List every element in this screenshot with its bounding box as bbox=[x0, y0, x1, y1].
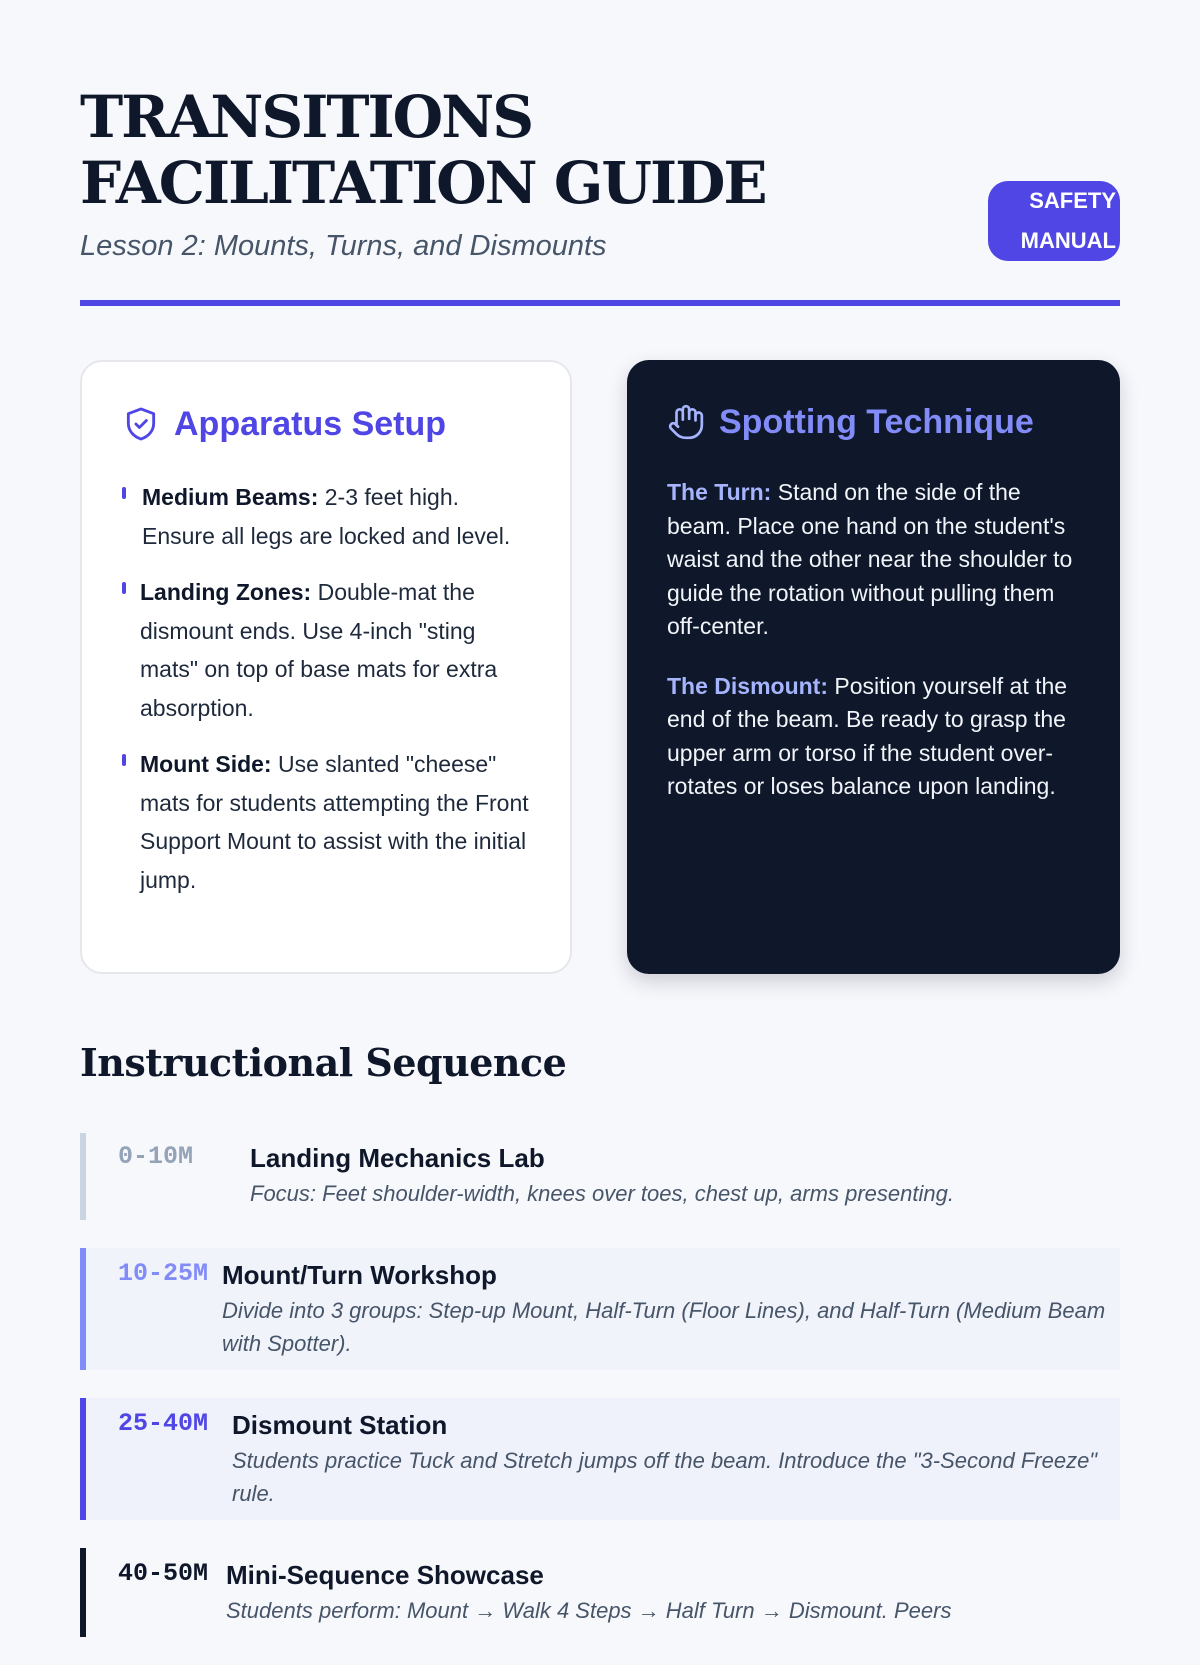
instructional-sequence bbox=[80, 1133, 1120, 1665]
sequence-description: Students perform: Mount → Walk 4 Steps → Half Turn → Dismount. Peers bbox=[226, 1598, 952, 1623]
sequence-description: Focus: Feet shoulder-width, knees over toes, chest up, arms presenting. bbox=[250, 1181, 954, 1206]
sequence-row bbox=[80, 1398, 1120, 1520]
paragraph-label: The Dismount: bbox=[667, 672, 828, 699]
spotting-paragraph bbox=[667, 476, 1080, 644]
list-item bbox=[122, 573, 530, 727]
item-label: Landing Zones: bbox=[140, 579, 312, 605]
safety-manual-badge: SAFETY MANUAL bbox=[988, 181, 1120, 261]
sequence-heading: Instructional Sequence bbox=[80, 1040, 567, 1085]
spotting-paragraph bbox=[667, 670, 1080, 804]
paragraph-text: Stand on the side of the beam. Place one hand on the student's waist and the other near the shoulder to guide the rotation without pulling them off-center. bbox=[667, 479, 1073, 639]
bullet-marker bbox=[122, 754, 126, 766]
sequence-row bbox=[80, 1248, 1120, 1370]
sequence-title: Landing Mechanics Lab bbox=[250, 1143, 545, 1173]
sequence-row bbox=[80, 1133, 1120, 1220]
header-divider bbox=[80, 300, 1120, 306]
sequence-time: 10-25M bbox=[118, 1259, 209, 1288]
sequence-title: Dismount Station bbox=[232, 1410, 448, 1440]
sequence-body bbox=[226, 1560, 1106, 1627]
header bbox=[80, 0, 1120, 306]
sequence-title: Mount/Turn Workshop bbox=[222, 1260, 497, 1290]
hand-icon bbox=[667, 403, 705, 441]
spotting-technique-title: Spotting Technique bbox=[719, 402, 1034, 441]
cards-row bbox=[80, 360, 1120, 974]
spotting-technique-card bbox=[627, 360, 1120, 974]
sequence-title: Mini-Sequence Showcase bbox=[226, 1560, 544, 1590]
spotting-technique-header bbox=[667, 400, 1080, 444]
paragraph-text: Position yourself at the end of the beam. Be ready to grasp the upper arm or torso if the student over-rotates or loses balance upon landing. bbox=[667, 672, 1068, 799]
page bbox=[80, 0, 1120, 1623]
sequence-time: 25-40M bbox=[118, 1409, 209, 1438]
item-text: 2-3 feet high. Ensure all legs are locked and level. bbox=[142, 484, 511, 549]
bullet-marker bbox=[122, 582, 126, 594]
item-text: Use slanted "cheese" mats for students attempting the Front Support Mount to assist with the initial jump. bbox=[140, 751, 529, 893]
apparatus-setup-title: Apparatus Setup bbox=[174, 404, 447, 443]
sequence-description: Divide into 3 groups: Step-up Mount, Half-Turn (Floor Lines), and Half-Turn (Medium Beam with Spotter). bbox=[222, 1298, 1106, 1356]
sequence-time: 40-50M bbox=[118, 1559, 209, 1588]
page-title: TRANSITIONS FACILITATION GUIDE bbox=[80, 83, 766, 217]
apparatus-setup-list bbox=[122, 478, 530, 899]
apparatus-setup-card bbox=[80, 360, 572, 974]
sequence-time: 0-10M bbox=[118, 1142, 194, 1171]
item-label: Mount Side: bbox=[140, 751, 272, 777]
list-item bbox=[122, 745, 530, 899]
sequence-row bbox=[80, 1548, 1120, 1637]
list-item bbox=[122, 478, 530, 555]
page-subtitle: Lesson 2: Mounts, Turns, and Dismounts bbox=[80, 230, 607, 262]
sequence-body bbox=[232, 1410, 1106, 1510]
item-label: Medium Beams: bbox=[142, 484, 319, 510]
bullet-marker bbox=[122, 487, 126, 499]
shield-check-icon bbox=[122, 405, 160, 443]
paragraph-label: The Turn: bbox=[667, 479, 772, 505]
sequence-body bbox=[222, 1260, 1106, 1360]
item-text: Double-mat the dismount ends. Use 4-inch "sting mats" on top of base mats for extra absorption. bbox=[140, 579, 498, 721]
sequence-description: Students practice Tuck and Stretch jumps off the beam. Introduce the "3-Second Freeze" rule. bbox=[232, 1448, 1098, 1506]
sequence-body bbox=[250, 1143, 1106, 1210]
apparatus-setup-header bbox=[122, 402, 530, 446]
